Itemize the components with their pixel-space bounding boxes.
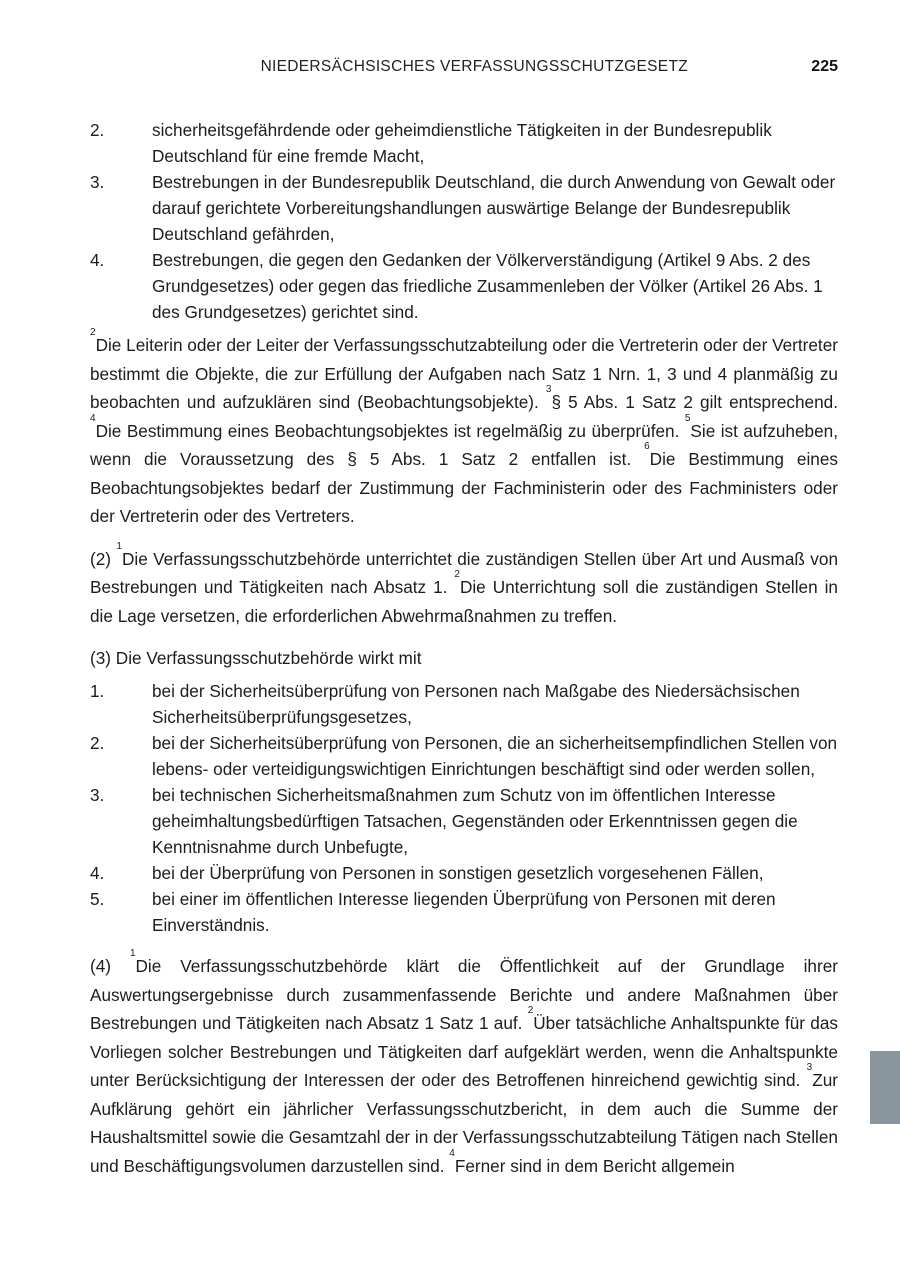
header-title: NIEDERSÄCHSISCHES VERFASSUNGSSCHUTZGESETZ — [260, 58, 688, 75]
list-item-number: 3. — [90, 172, 105, 192]
list-item — [90, 678, 838, 730]
list-item — [90, 730, 838, 782]
list-item-number: 5. — [90, 889, 105, 909]
paragraph-3-intro: (3) Die Verfassungsschutzbehörde wirkt mit — [90, 648, 422, 668]
sentence-marker: 5 — [684, 412, 691, 424]
sentence-marker: 4 — [90, 412, 96, 424]
sentence: Über tatsächliche Anhaltspunkte für das Vorliegen solcher Bestrebungen und Tätigkeiten darf aufgeklärt werden, wenn die Anhaltspunkte unter Berücksichtigung der Interessen der oder des Betroffenen hinreichend gewichtig sind. — [90, 1013, 838, 1090]
sentence-marker: 3 — [806, 1062, 813, 1073]
page-content — [90, 117, 838, 1180]
list-item-text: bei der Sicherheitsüberprüfung von Personen nach Maßgabe des Niedersächsischen Sicherheitsüberprüfungsgesetzes, — [152, 681, 800, 727]
sentence: Ferner sind in dem Bericht allgemein — [454, 1155, 735, 1176]
list-item-number: 2. — [90, 733, 105, 753]
paragraph-2 — [90, 540, 839, 631]
list-item-text: bei einer im öffentlichen Interesse liegenden Überprüfung von Personen mit deren Einverständnis. — [152, 889, 776, 935]
page-number: 225 — [811, 58, 838, 75]
sentence-marker: 6 — [644, 441, 650, 452]
running-header — [90, 58, 838, 82]
list-item-text: bei der Überprüfung von Personen in sonstigen gesetzlich vorgesehenen Fällen, — [152, 863, 764, 883]
list-item-text: bei der Sicherheitsüberprüfung von Personen, die an sicherheitsempfindlichen Stellen von lebens- oder verteidigungswichtigen Einrichtungen beschäftigt sind oder werden sollen, — [152, 733, 838, 779]
list-item — [90, 886, 838, 938]
list-item-number: 3. — [90, 785, 105, 805]
list-item-number: 2. — [90, 120, 105, 140]
sentence: Die Leiterin oder der Leiter der Verfassungsschutzabteilung oder die Vertreterin oder der Vertreter bestimmt die Objekte, die zur Erfüllung der Aufgaben nach Satz 1 Nrn. 1, 3 und 4 planmäßig zu beobachten und aufzuklären sind (Beobachtungsobjekte). — [90, 335, 838, 412]
sentence: Die Verfassungsschutzbehörde unterrichtet die zuständigen Stellen über Art und Ausmaß von Bestrebungen und Tätigkeiten nach Absatz 1. — [90, 548, 839, 597]
sentence: Die Verfassungsschutzbehörde klärt die Öffentlichkeit auf der Grundlage ihrer Auswertungsergebnisse durch zusammenfassende Berichte und andere Maßnahmen über Bestrebungen und Tätigkeiten nach Absatz 1 Satz 1 auf. — [90, 956, 838, 1033]
thumb-index-tab — [870, 1051, 900, 1124]
paragraph-1-continuation — [90, 327, 838, 531]
list-item — [90, 117, 838, 169]
sentence: Die Unterrichtung soll die zuständigen Stellen in die Lage versetzen, die erforderlichen Abwehrmaßnahmen zu treffen. — [90, 577, 838, 626]
enumerated-list-a — [90, 117, 838, 325]
list-item-text: bei technischen Sicherheitsmaßnahmen zum Schutz von im öffentlichen Interesse geheimhaltungsbedürftigen Tatsachen, Gegenständen oder Erkenntnissen gegen die Kenntnisnahme durch Unbefugte, — [152, 785, 798, 857]
list-item — [90, 860, 838, 886]
list-item-text: Bestrebungen, die gegen den Gedanken der Völkerverständigung (Artikel 9 Abs. 2 des Grundgesetzes) oder gegen das friedliche Zusammenleben der Völker (Artikel 26 Abs. 1 des Grundgesetzes) gerichtet sind. — [152, 250, 823, 322]
paragraph-label: (2) — [90, 548, 117, 569]
sentence-marker: 3 — [545, 384, 552, 395]
sentence: Zur Aufklärung gehört ein jährlicher Verfassungsschutzbericht, in dem auch die Summe der Haushaltsmittel sowie die Gesamtzahl der in der Verfassungsschutzabteilung Tätigen nach Stellen und Beschäftigungsvolumen darzustellen sind. — [90, 1070, 838, 1176]
list-item-number: 4. — [90, 250, 105, 270]
sentence: Die Bestimmung eines Beobachtungsobjektes ist regelmäßig zu überprüfen. — [95, 420, 685, 441]
sentence: Sie ist aufzuheben, wenn die Voraussetzung des § 5 Abs. 1 Satz 2 entfallen ist. — [90, 420, 838, 469]
sentence: § 5 Abs. 1 Satz 2 gilt entsprechend. — [551, 392, 838, 412]
list-item-number: 1. — [90, 681, 105, 701]
sentence: Die Bestimmung eines Beobachtungsobjektes bedarf der Zustimmung der Fachministerin oder des Fachministers oder der Vertreterin oder des Vertreters. — [90, 449, 838, 526]
sentence-marker: 2 — [90, 327, 96, 338]
enumerated-list-b — [90, 678, 838, 938]
list-item — [90, 169, 838, 247]
sentence-marker: 4 — [449, 1147, 455, 1159]
list-item — [90, 247, 838, 325]
list-item-number: 4. — [90, 863, 105, 883]
sentence-marker: 1 — [116, 540, 122, 552]
sentence-marker: 2 — [454, 569, 460, 580]
paragraph-label: (4) — [90, 956, 130, 976]
list-item-text: Bestrebungen in der Bundesrepublik Deutschland, die durch Anwendung von Gewalt oder darauf gerichtete Vorbereitungshandlungen auswärtige Belange der Bundesrepublik Deutschland gefährden, — [152, 172, 836, 244]
sentence-marker: 1 — [129, 948, 136, 959]
paragraph-4 — [90, 948, 838, 1180]
sentence-marker: 2 — [527, 1005, 534, 1016]
list-item — [90, 782, 838, 860]
list-item-text: sicherheitsgefährdende oder geheimdienstliche Tätigkeiten in der Bundesrepublik Deutschland für eine fremde Macht, — [152, 120, 772, 166]
